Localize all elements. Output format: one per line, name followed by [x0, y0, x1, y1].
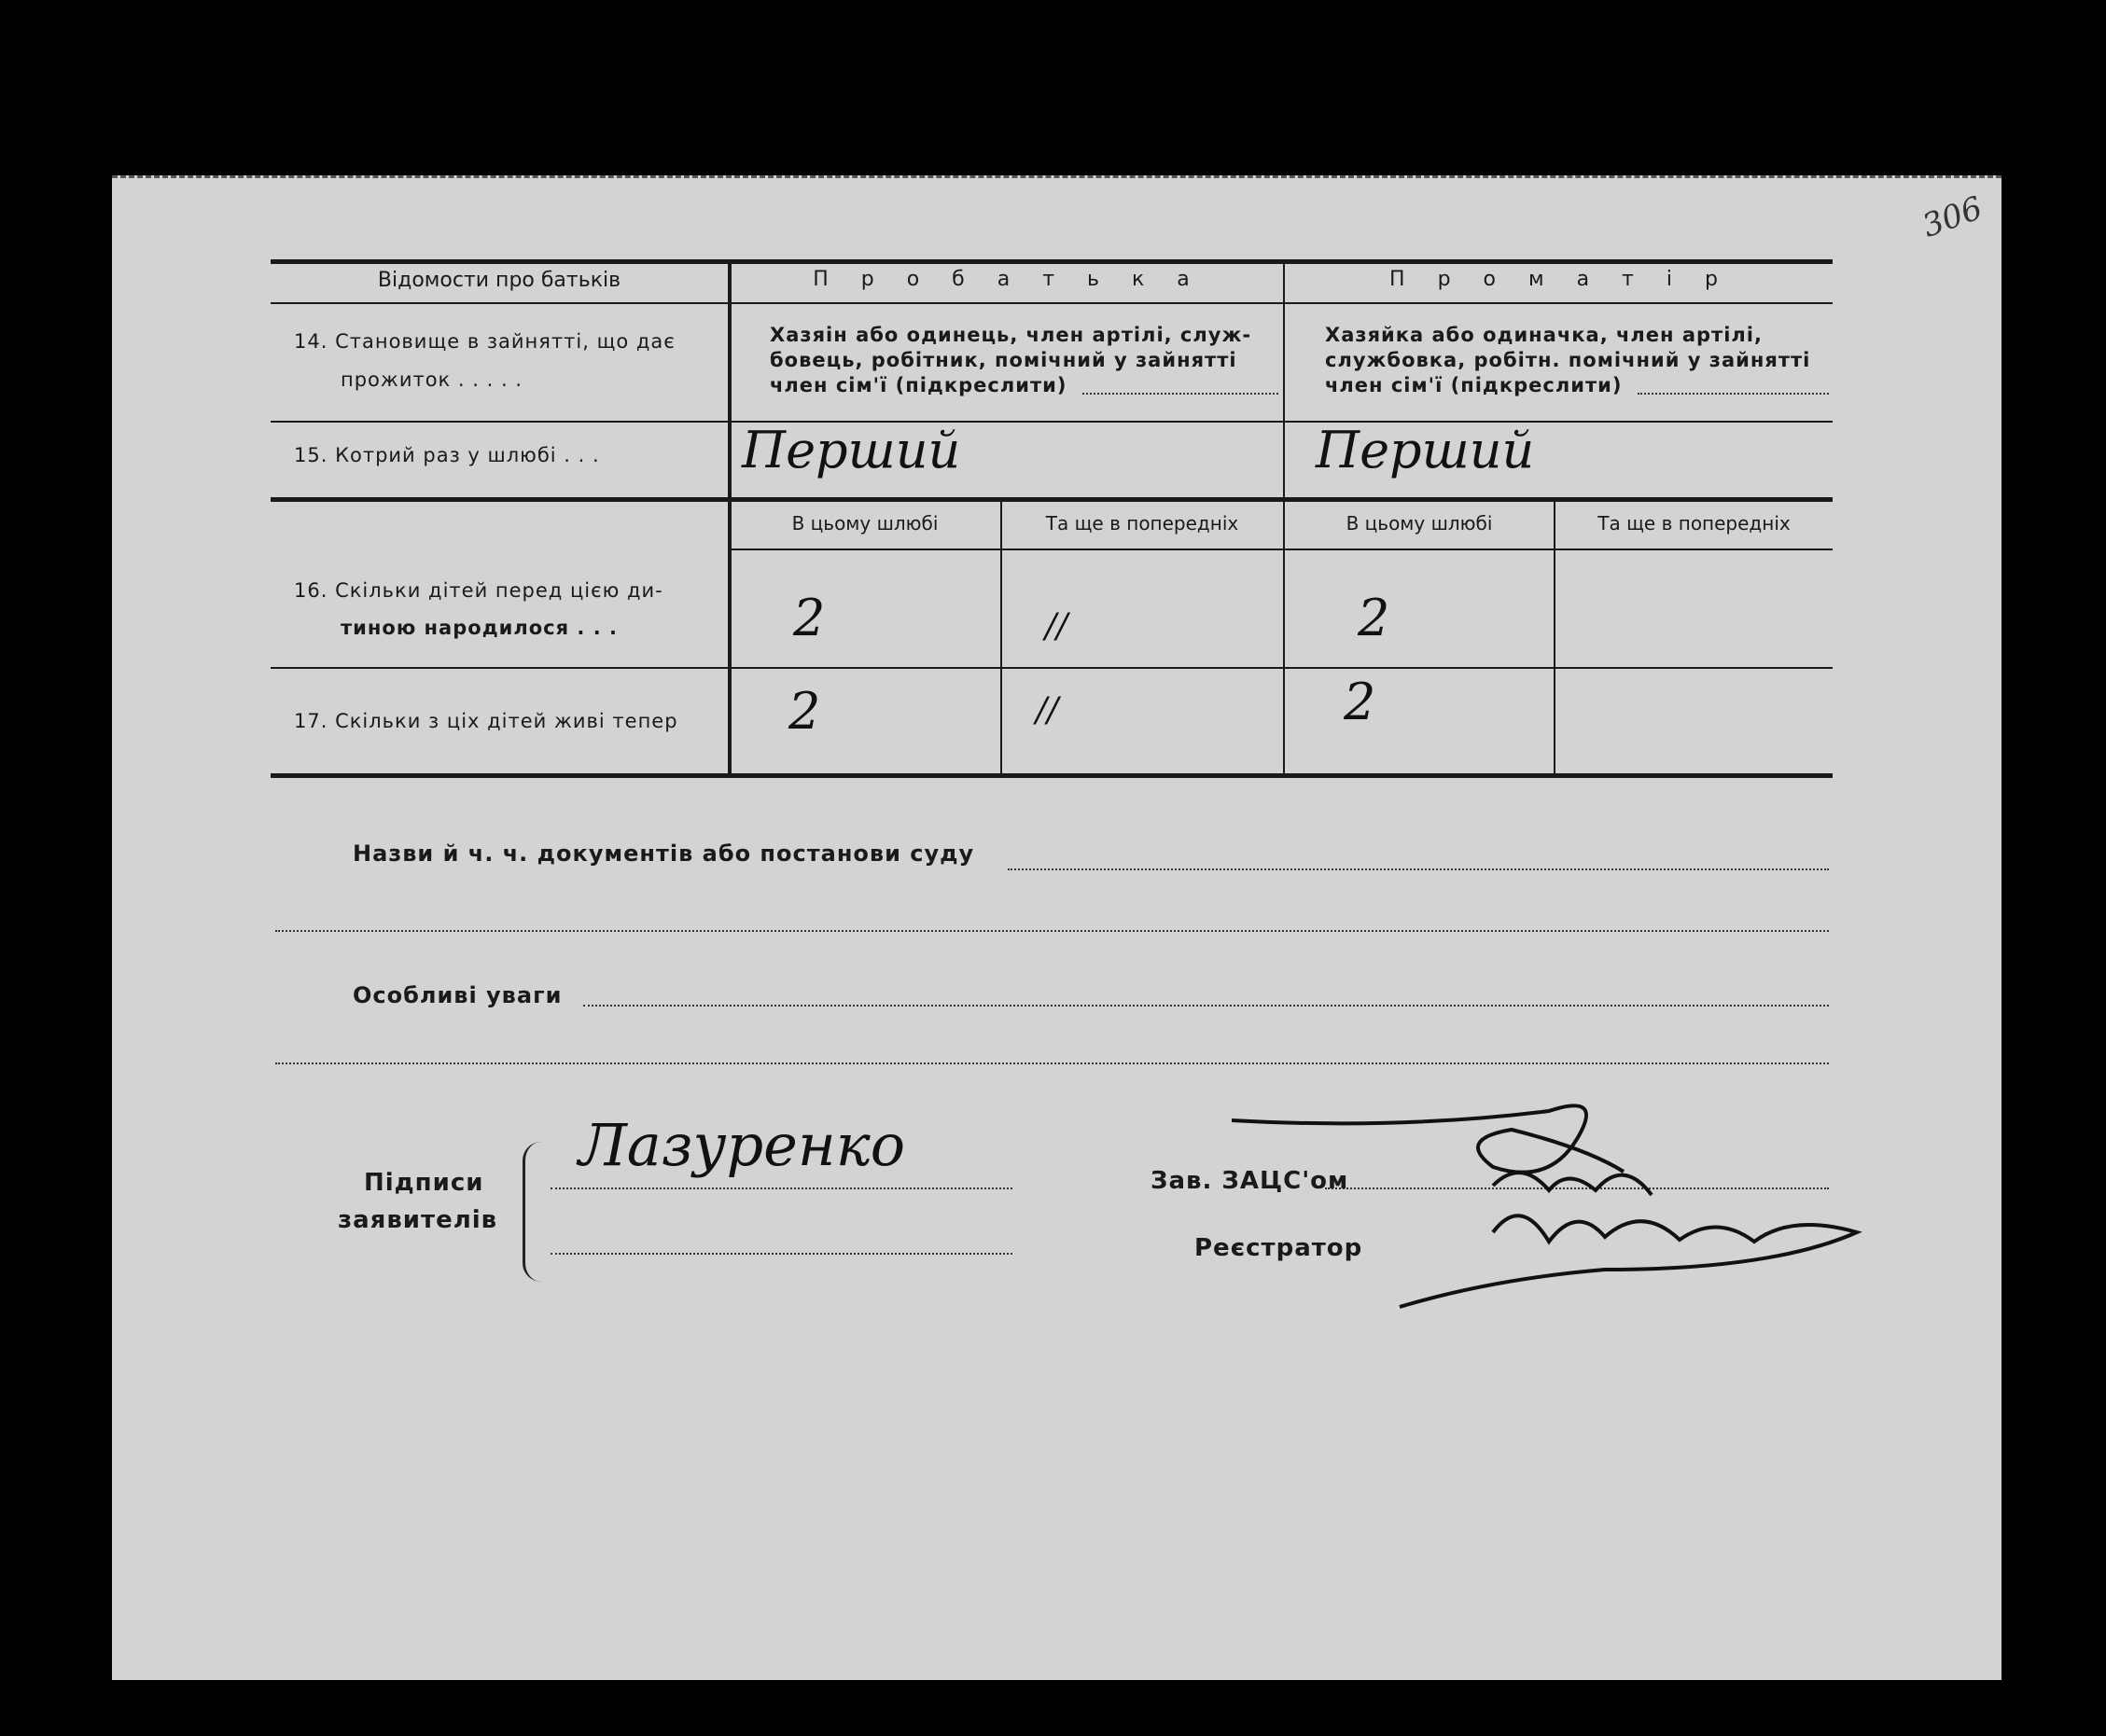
row14-father-dots [1082, 393, 1278, 395]
col-divider-mother [1554, 497, 1555, 777]
documents-dots-2 [275, 930, 1829, 932]
documents-dots [1008, 868, 1829, 870]
archive-number: 306 [1918, 189, 1987, 245]
row14-father-options: Хазяін або одинець, член артілі, служ- [770, 324, 1252, 346]
applicant-sign-line-2 [551, 1253, 1012, 1255]
row17-mother-this: 2 [1344, 673, 1376, 731]
subheader-mother-prev: Та ще в попередніх [1597, 512, 1791, 535]
row16-label: 16. Скільки дітей перед цією ди- [294, 579, 663, 602]
subheader-rule [730, 549, 1833, 550]
row15-rule [271, 497, 1833, 502]
document-page [112, 175, 2001, 1680]
row17-father-prev: // [1036, 691, 1059, 729]
applicant-signature: Лазуренко [579, 1111, 906, 1179]
row15-father-value: Перший [742, 421, 961, 479]
row17-label: 17. Скільки з ціх дітей живі тепер [294, 710, 678, 732]
remarks-dots-2 [275, 1062, 1829, 1064]
header-father: П р о б а т ь к а [813, 268, 1203, 291]
header-info: Відомости про батьків [377, 269, 621, 292]
row15-label: 15. Котрий раз у шлюбі . . . [294, 444, 600, 466]
row14-mother-dots [1638, 393, 1829, 395]
row17-father-this: 2 [788, 682, 821, 741]
applicant-sign-line-1 [551, 1187, 1012, 1189]
row15-mother-value: Перший [1316, 421, 1535, 479]
table-bottom-rule [271, 773, 1833, 778]
row14-father-options-3: член сім'ї (підкреслити) [770, 374, 1067, 396]
remarks-dots [583, 1005, 1829, 1007]
row14-mother-options-3: член сім'ї (підкреслити) [1325, 374, 1623, 396]
row14-rule [271, 421, 1833, 423]
remarks-label: Особливі уваги [353, 982, 563, 1008]
row14-mother-options-2: службовка, робітн. помічний у зайнятті [1325, 349, 1811, 371]
subheader-mother-this: В цьому шлюбі [1346, 512, 1493, 535]
row16-label-cont: тиною народилося . . . [341, 617, 618, 639]
head-label: Зав. ЗАЦС'ом [1151, 1167, 1349, 1195]
row16-father-this: 2 [793, 589, 826, 647]
table-top-rule [271, 259, 1833, 264]
official-signatures [1213, 1083, 1885, 1326]
row16-father-prev: // [1045, 607, 1068, 646]
subheader-father-prev: Та ще в попередніх [1045, 512, 1239, 535]
row14-label-cont: прожиток . . . . . [341, 368, 523, 391]
applicants-label: Підписи [364, 1169, 484, 1197]
registrar-label: Реєстратор [1194, 1234, 1363, 1262]
row14-father-options-2: бовець, робітник, помічний у зайнятті [770, 349, 1237, 371]
row16-rule [271, 667, 1833, 669]
col-divider-father [1000, 497, 1002, 777]
documents-label: Назви й ч. ч. документів або постанови суду [353, 840, 975, 867]
row14-mother-options: Хазяйка або одиначка, член артілі, [1325, 324, 1763, 346]
header-mother: П р о м а т і р [1389, 268, 1731, 291]
applicants-brace [523, 1142, 553, 1282]
applicants-label-2: заявителів [338, 1206, 498, 1234]
subheader-father-this: В цьому шлюбі [791, 512, 939, 535]
row16-mother-this: 2 [1358, 589, 1390, 647]
header-rule [271, 302, 1833, 304]
row14-label: 14. Становище в зайнятті, що дає [294, 330, 676, 353]
